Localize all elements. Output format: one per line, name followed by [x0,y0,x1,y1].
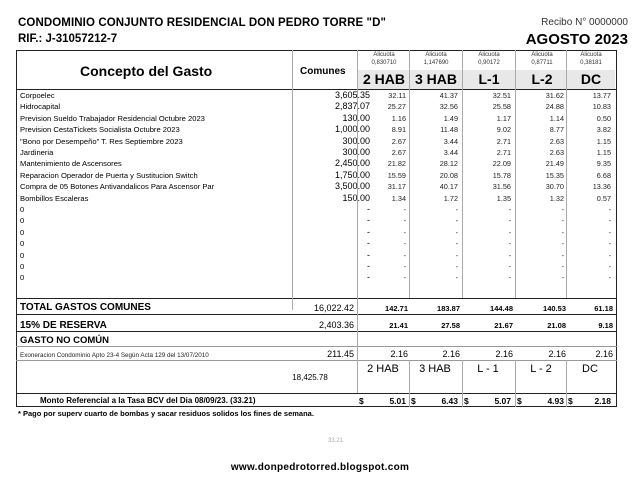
unit-value-cell: 15.59 [387,170,406,180]
amount-cell: - [367,215,370,226]
unit-value-cell: 3.44 [443,148,458,157]
unit-value-cell: 13.36 [592,182,611,192]
amount-cell: 2,450.00 [334,158,370,169]
amount-cell: - [367,204,370,214]
unit-value-cell: 10.83 [592,102,611,112]
unit-value-cell: 6.68 [596,170,611,180]
unit-value-cell: - [608,239,611,249]
grand-divider [16,393,617,394]
rif-number: RIF.: J-31057212-7 [18,33,118,45]
unit-value-cell: - [561,205,564,214]
table-row [18,114,615,124]
table-row [18,228,615,238]
table-row [18,148,615,158]
unit-value-cell: 11.48 [440,125,458,135]
concept-cell: Jardineria [20,148,54,157]
amount-cell: 1,750.00 [334,169,370,180]
unit-value-cell: - [561,250,564,260]
unit-value-cell: 2.67 [391,148,406,157]
table-row [18,91,615,101]
unit-value-cell: - [608,273,611,283]
concept-header: Concepto del Gasto [80,63,213,79]
concept-cell: 0 [20,227,25,237]
exoneracion-unit-value: 2.16 [595,349,613,359]
unit-value-cell: - [608,205,611,214]
grand-total: 18,425.78 [292,373,328,382]
table-row [18,102,615,112]
unit-name: L - 1 [477,363,499,375]
unit-value-cell: 28.12 [439,159,458,169]
col-line [357,50,358,393]
amount-cell: 130.00 [342,112,370,123]
aliquot-label: Alicuota [478,52,500,58]
unit-value-cell: 1.49 [443,113,458,123]
amount-cell: 3,605.35 [334,90,370,100]
unit-name: 2 HAB [367,363,399,375]
amount-cell: 150.00 [342,192,370,203]
amount-cell: 1,000.00 [334,124,370,135]
unit-column-header: 2 HAB [362,71,405,87]
unit-value-cell: - [455,205,458,214]
exoneracion-unit-value: 2.16 [548,349,566,359]
aliquot-label: Alicuota [580,52,602,58]
unit-value-cell: 8.91 [391,125,406,135]
unit-name: 3 HAB [419,363,451,375]
unit-value-cell: 3.82 [596,125,611,135]
unit-value-cell: - [508,227,511,237]
aliquot-label: Alicuota [425,52,447,58]
unit-value-cell: 1.14 [549,113,564,123]
concept-cell: Hidrocapital [20,102,61,112]
unit-name: L - 2 [530,363,552,375]
unit-value-cell: - [455,239,458,249]
nocomun-divider [16,346,617,347]
unit-value-cell: 25.27 [387,102,406,112]
unit-value-cell: 9.02 [496,125,511,135]
unit-value-cell: - [608,227,611,237]
concept-cell: 0 [20,216,25,226]
unit-value-cell: 1.72 [443,193,458,203]
total-unit-value: 183.87 [437,304,460,313]
amount-cell: 300.00 [342,147,370,157]
unit-value-cell: 31.17 [387,182,406,192]
concept-cell: 0 [20,273,25,283]
reserva-label: 15% DE RESERVA [20,320,107,331]
table-row [18,273,615,283]
exoneracion-item: Exoneracion Condominio Apto 23-4 Según Acta 129 del 13/07/2010 [20,352,209,359]
receipt-number: Recibo N° 0000000 [541,17,628,28]
unit-value-cell: - [455,216,458,226]
unit-value-cell: - [403,227,406,237]
unit-value-cell: - [561,262,564,271]
aliquot-value: 0,38181 [580,60,602,66]
table-row [18,205,615,215]
unit-value-cell: 0.57 [596,193,611,203]
unit-value-cell: 1.34 [391,193,406,203]
total-gastos-label: TOTAL GASTOS COMUNES [20,302,151,313]
total-unit-value: 140.53 [543,304,566,313]
unit-value-cell: 15.78 [492,170,511,180]
table-row [18,239,615,249]
unit-value-cell: - [561,227,564,237]
unit-value-cell: - [608,250,611,260]
unit-value-cell: - [508,205,511,214]
exoneracion-unit-value: 2.16 [390,349,408,359]
total-gastos-amount: 16,022.42 [313,303,354,313]
unit-column-header: L-2 [531,71,553,87]
concept-cell: Prevision Sueldo Trabajador Residencial Octubre 2023 [20,113,205,123]
currency-symbol: $ [517,396,522,406]
total-unit-value: 144.48 [490,304,513,313]
unit-value-cell: 2.71 [496,148,511,157]
unit-value-cell: 32.51 [492,91,511,100]
table-row [18,159,615,169]
table-row [18,216,615,226]
amount-cell: - [367,272,370,283]
concept-cell: 0 [20,262,25,271]
exoneracion-unit-value: 2.16 [442,349,460,359]
exo-divider [16,360,617,361]
unit-value-cell: 1.17 [496,113,511,123]
concept-cell: Compra de 05 Botones Antivandalicos Para Ascensor Par [20,182,215,192]
unit-value-cell: - [508,216,511,226]
amount-cell: 3,500.00 [334,181,370,192]
unit-value-cell: 20.08 [439,170,458,180]
unit-value-cell: - [508,239,511,249]
unit-value-cell: 1.35 [496,193,511,203]
col-line [462,50,463,298]
unit-value-cell: 25.58 [492,102,511,112]
unit-value-cell: - [403,250,406,260]
unit-column-header: 3 HAB [414,71,457,87]
amount-cell: - [367,226,370,237]
aliquot-label: Alicuota [373,52,395,58]
aliquot-value: 0,87711 [531,60,553,66]
unit-value-cell: - [508,273,511,283]
unit-value-cell: 1.16 [391,113,406,123]
unit-value-cell: 22.09 [492,159,511,169]
unit-value-cell: 32.11 [388,91,406,100]
unit-value-cell: - [455,250,458,260]
unit-value-cell: 1.15 [596,136,611,146]
unit-value-cell: - [508,262,511,271]
unit-name: DC [582,363,598,375]
col-line [292,50,293,310]
unit-value-cell: - [561,216,564,226]
unit-value-cell: 2.67 [391,136,406,146]
rate-mark: 33.21 [328,438,344,444]
exoneracion-amount: 211.45 [327,349,354,359]
unit-column-header: DC [580,71,602,87]
table-row [18,125,615,135]
concept-cell: "Bono por Desempeño" T. Res Septiembre 2023 [20,136,183,146]
table-row [18,194,615,204]
amount-cell: - [367,238,370,249]
amount-cell: - [367,261,370,271]
concept-cell: Reparacion Operador de Puerta y Sustitucion Switch [20,170,198,180]
unit-value-cell: 30.70 [545,182,564,192]
total-unit-value: 142.71 [385,304,408,313]
billing-month: AGOSTO 2023 [525,31,628,48]
unit-value-cell: - [403,205,406,214]
currency-symbol: $ [464,396,469,406]
monto-value: 5.01 [389,396,406,406]
unit-value-cell: - [455,262,458,271]
unit-value-cell: 31.62 [545,91,564,100]
unit-value-cell: 40.17 [439,182,458,192]
unit-value-cell: 21.49 [545,159,564,169]
reserva-unit-value: 21.08 [547,321,566,330]
unit-value-cell: 3.44 [443,136,458,146]
unit-value-cell: 1.32 [549,193,564,203]
unit-value-cell: - [455,227,458,237]
total-unit-value: 61.18 [594,304,613,313]
unit-value-cell: - [561,239,564,249]
reserva-amount: 2,403.36 [318,320,354,330]
concept-cell: 0 [20,250,25,260]
unit-value-cell: - [561,273,564,283]
unit-value-cell: 1.15 [596,148,611,157]
monto-referencial-label: Monto Referencial a la Tasa BCV del Dia 08/09/23. (33.21) [40,396,256,405]
condominium-title: CONDOMINIO CONJUNTO RESIDENCIAL DON PEDRO TORRE "D" [18,17,387,29]
unit-value-cell: 2.71 [496,136,511,146]
unit-value-cell: - [403,262,406,271]
unit-value-cell: 24.88 [545,102,564,112]
unit-column-header: L-1 [478,71,500,87]
unit-value-cell: - [403,273,406,283]
unit-value-cell: 41.37 [439,91,458,100]
comunes-header: Comunes [300,66,346,77]
col-line [515,50,516,298]
unit-value-cell: 2.63 [549,136,564,146]
rows-bottom-divider [16,298,617,299]
concept-cell: Bombillos Escaleras [20,193,89,203]
unit-value-cell: - [403,216,406,226]
reserva-unit-value: 21.41 [389,321,408,330]
concept-cell: 0 [20,205,25,214]
col-line [566,50,567,298]
unit-value-cell: - [608,216,611,226]
table-row [18,262,615,272]
monto-value: 6.43 [441,396,458,406]
table-row [18,251,615,261]
aliquot-value: 1,147690 [423,60,449,66]
currency-symbol: $ [359,396,364,406]
currency-symbol: $ [568,396,573,406]
reserva-unit-value: 27.58 [441,321,460,330]
monto-value: 5.07 [494,396,511,406]
unit-value-cell: 8.77 [549,125,564,135]
unit-value-cell: 2.63 [549,148,564,157]
concept-cell: Prevision CestaTickets Socialista Octubre 2023 [20,125,180,135]
reserva-unit-value: 21.67 [494,321,513,330]
aliquot-value: 0,90172 [478,60,500,66]
concept-cell: Corpoelec [20,91,55,100]
reserva-divider [16,331,617,332]
concept-cell: 0 [20,239,25,249]
unit-value-cell: 15.35 [545,170,564,180]
table-row [18,137,615,147]
amount-cell: - [367,249,370,260]
unit-value-cell: - [508,250,511,260]
header-divider [16,89,617,90]
unit-value-cell: 31.56 [492,182,511,192]
total-divider [16,314,617,315]
amount-cell: 2,837.07 [334,101,370,112]
footnote: * Pago por superv cuarto de bombas y sacar residuos solidos los fines de semana. [18,409,314,418]
gasto-no-comun-label: GASTO NO COMÚN [20,335,110,346]
website-link[interactable]: www.donpedrotorred.blogspot.com [230,462,410,473]
aliquot-label: Alicuota [531,52,553,58]
unit-value-cell: - [403,239,406,249]
table-row [18,171,615,181]
monto-value: 2.18 [594,396,611,406]
exoneracion-unit-value: 2.16 [495,349,513,359]
currency-symbol: $ [411,396,416,406]
unit-value-cell: 9.35 [596,159,611,169]
aliquot-value: 0,830710 [371,60,397,66]
monto-value: 4.93 [547,396,564,406]
concept-cell: Mantenimiento de Ascensores [20,159,122,169]
unit-value-cell: - [455,273,458,283]
unit-value-cell: 0.50 [596,113,611,123]
unit-value-cell: 13.77 [592,91,611,100]
col-line [409,50,410,298]
unit-value-cell: 32.56 [439,102,458,112]
unit-value-cell: 21.82 [387,159,406,169]
reserva-unit-value: 9.18 [598,321,613,330]
amount-cell: 300.00 [342,135,370,146]
unit-value-cell: - [608,262,611,271]
table-row [18,182,615,192]
